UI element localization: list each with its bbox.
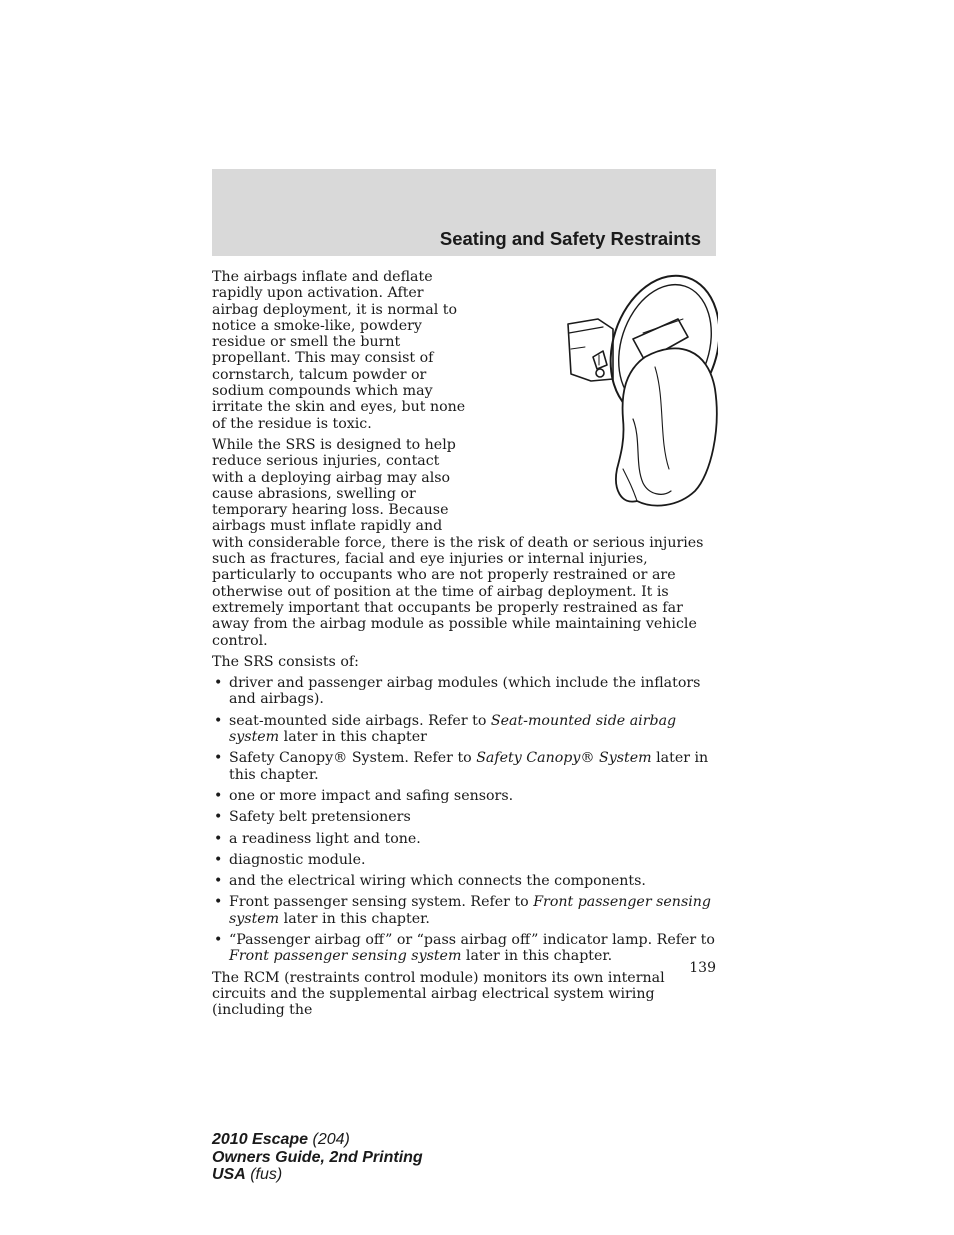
paragraph-airbag-residue: The airbags inflate and deflate rapidly upon activation. After airbag deployment, it is normal to notice a smoke-like, powdery residue or smell the burnt propellant. This may consist of cornstarch, talcum powder or sodium compounds which may irritate the skin and eyes, but none of the residue is toxic. bbox=[212, 269, 466, 432]
list-item: • Front passenger sensing system. Refer to Front passenger sensing system later in this chapter. bbox=[214, 894, 711, 927]
page-content bbox=[212, 269, 718, 1023]
cross-reference: Seat-mounted side airbag system bbox=[229, 712, 677, 746]
bullet-glyph: • bbox=[214, 787, 223, 804]
bullet-glyph: • bbox=[214, 675, 223, 692]
bullet-glyph: • bbox=[214, 931, 223, 948]
bullet-glyph: • bbox=[214, 851, 223, 868]
cross-reference: Safety Canopy® System bbox=[476, 750, 652, 767]
paragraph-srs-consists: The SRS consists of: bbox=[212, 653, 359, 670]
bullet-glyph: • bbox=[214, 750, 223, 767]
page-number: 139 bbox=[689, 960, 716, 976]
chapter-title: Seating and Safety Restraints bbox=[439, 228, 701, 249]
paragraph-srs-injuries: While the SRS is designed to help reduce serious injuries, contact with a deploying airbag may also cause abrasions, swelling or temporary hearing loss. Because airbags must inflate rapidly and with considerable force, there is the risk of death or serious injuries such as fractures, facial and eye injuries or internal injuries, particularly to occupants who are not properly restrained or are otherwise out of position at the time of airbag deployment. It is extremely important that occupants be properly restrained as far away from the airbag module as possible while maintaining vehicle control. bbox=[212, 436, 704, 649]
footer-line-edition: Owners Guide, 2nd Printing bbox=[212, 1148, 423, 1166]
bullet-glyph: • bbox=[214, 809, 223, 826]
list-item: • “Passenger airbag off” or “pass airbag off” indicator lamp. Refer to Front passenger sensing system later in this chapter. bbox=[214, 931, 715, 965]
airbag-deployment-illustration bbox=[473, 269, 718, 519]
bullet-glyph: • bbox=[214, 873, 223, 890]
srs-component-list bbox=[212, 675, 718, 964]
bullet-glyph: • bbox=[214, 712, 223, 729]
bullet-glyph: • bbox=[214, 894, 223, 911]
list-item: • one or more impact and safing sensors. bbox=[214, 787, 514, 804]
document-footer bbox=[212, 1131, 423, 1184]
cross-reference: Front passenger sensing system bbox=[229, 948, 462, 965]
list-item: • diagnostic module. bbox=[214, 851, 366, 868]
list-item: • driver and passenger airbag modules (which include the inflators and airbags). bbox=[214, 675, 701, 708]
list-item: • and the electrical wiring which connects the components. bbox=[214, 873, 646, 890]
bullet-glyph: • bbox=[214, 830, 223, 847]
paragraph-rcm: The RCM (restraints control module) monitors its own internal circuits and the supplemental airbag electrical system wiring (including the bbox=[212, 969, 665, 1019]
list-item: • Safety Canopy® System. Refer to Safety Canopy® System later in this chapter. bbox=[214, 750, 709, 783]
chapter-header-band bbox=[212, 169, 716, 256]
list-item: • seat-mounted side airbags. Refer to Seat-mounted side airbag system later in this chapter bbox=[214, 712, 677, 746]
footer-line-model: 2010 Escape (204) bbox=[212, 1131, 350, 1148]
list-item: • Safety belt pretensioners bbox=[214, 809, 411, 826]
footer-line-market: USA (fus) bbox=[212, 1166, 283, 1183]
cross-reference: Front passenger sensing system bbox=[229, 894, 711, 927]
list-item: • a readiness light and tone. bbox=[214, 830, 421, 847]
